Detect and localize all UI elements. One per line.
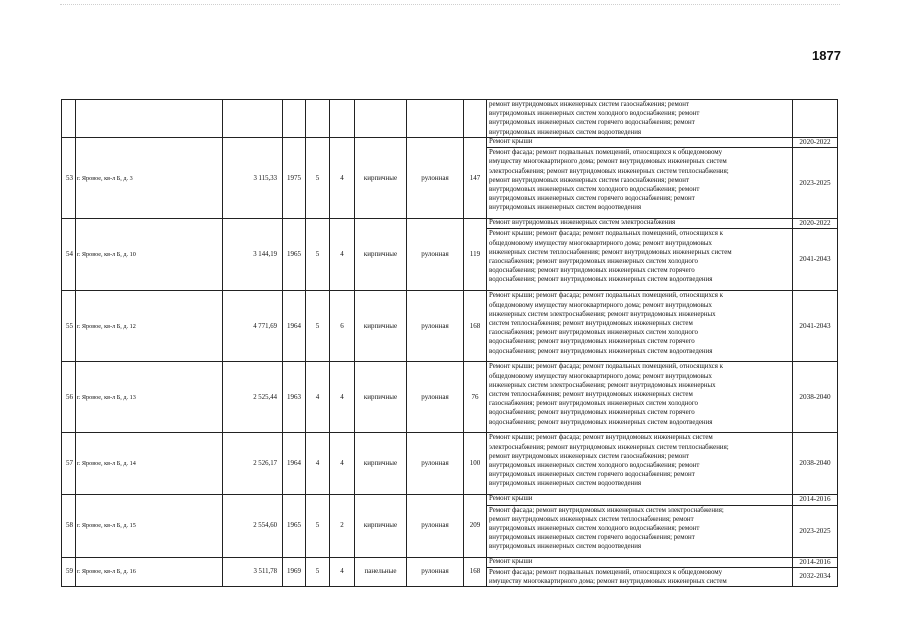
- cell-entrances: 4: [330, 433, 355, 495]
- cell-walls: панельные: [355, 557, 407, 587]
- cell-work: [487, 138, 793, 148]
- work-line: Ремонт крыши; ремонт фасада; ремонт подвальных помещений, относящихся к: [489, 292, 723, 300]
- work-line: систем теплоснабжения; ремонт внутридомовых инженерных систем: [489, 391, 693, 399]
- work-line: имуществу многоквартирного дома; ремонт внутридомовых инженерных систем: [489, 578, 727, 586]
- work-line: инженерных систем электроснабжения; ремонт внутридомовых инженерных: [489, 310, 716, 318]
- cell-work: [487, 567, 793, 586]
- work-line: Ремонт фасада; ремонт подвальных помещений, относящихся к общедомовому: [489, 149, 723, 157]
- cell-area: 2 526,17: [223, 433, 283, 495]
- table-body: [62, 100, 838, 587]
- cell-area: 3 115,33: [223, 138, 283, 219]
- cell-period: 2023-2025: [793, 505, 838, 557]
- cell-address: г. Яровое, кв-л Б, д. 13: [76, 362, 223, 433]
- cell-work: [487, 219, 793, 229]
- capital-repair-table: [61, 99, 838, 587]
- cell-walls: [355, 100, 407, 138]
- cell-walls: кирпичные: [355, 362, 407, 433]
- cell-roof: рулонная: [407, 495, 464, 557]
- cell-floors: 5: [306, 557, 330, 587]
- cell-period: 2032-2034: [793, 567, 838, 586]
- cell-year: 1969: [283, 557, 306, 587]
- cell-area: 2 554,60: [223, 495, 283, 557]
- cell-address: г. Яровое, кв-л Б, д. 10: [76, 219, 223, 291]
- work-line: ремонт внутридомовых инженерных систем теплоснабжения; ремонт: [489, 515, 694, 523]
- work-line: водоснабжения; ремонт внутридомовых инженерных систем водоотведения: [489, 347, 713, 355]
- cell-roof: рулонная: [407, 219, 464, 291]
- cell-period: 2023-2025: [793, 148, 838, 219]
- work-line: водоснабжения; ремонт внутридомовых инженерных систем горячего: [489, 338, 695, 346]
- cell-area: [223, 100, 283, 138]
- cell-work: [487, 557, 793, 567]
- work-line: внутридомовых инженерных систем горячего водоснабжения; ремонт: [489, 471, 695, 479]
- cell-num: 59: [62, 557, 76, 587]
- cell-period: 2038-2040: [793, 433, 838, 495]
- cell-entrances: 2: [330, 495, 355, 557]
- cell-floors: [306, 100, 330, 138]
- work-line: внутридомовых инженерных систем горячего водоснабжения; ремонт: [489, 534, 695, 542]
- cell-year: 1964: [283, 433, 306, 495]
- table-row: [62, 138, 838, 148]
- work-line: внутридомовых инженерных систем холодного водоснабжения; ремонт: [489, 525, 700, 533]
- cell-period: 2038-2040: [793, 362, 838, 433]
- cell-entrances: 6: [330, 291, 355, 362]
- work-line: газоснабжения; ремонт внутридомовых инженерных систем холодного: [489, 329, 698, 337]
- cell-num: 55: [62, 291, 76, 362]
- cell-apartments: 76: [464, 362, 487, 433]
- work-line: электроснабжения; ремонт внутридомовых инженерных систем теплоснабжения;: [489, 167, 729, 175]
- work-line: ремонт внутридомовых инженерных систем газоснабжения; ремонт: [489, 101, 689, 108]
- cell-roof: рулонная: [407, 557, 464, 587]
- work-line: общедомовому имуществу многоквартирного дома; ремонт внутридомовых: [489, 239, 712, 247]
- work-line: Ремонт фасада; ремонт внутридомовых инженерных систем электроснабжения;: [489, 506, 724, 514]
- table-row-continuation: [62, 100, 838, 138]
- cell-apartments: 147: [464, 138, 487, 219]
- cell-roof: рулонная: [407, 291, 464, 362]
- work-line: общедомовому имуществу многоквартирного дома; ремонт внутридомовых: [489, 301, 712, 309]
- cell-num: 53: [62, 138, 76, 219]
- cell-entrances: [330, 100, 355, 138]
- work-line: инженерных систем электроснабжения; ремонт внутридомовых инженерных: [489, 381, 716, 389]
- cell-walls: кирпичные: [355, 219, 407, 291]
- cell-entrances: 4: [330, 362, 355, 433]
- work-line: внутридомовых инженерных систем холодного водоснабжения; ремонт: [489, 110, 700, 118]
- cell-area: 2 525,44: [223, 362, 283, 433]
- cell-entrances: 4: [330, 557, 355, 587]
- cell-floors: 4: [306, 433, 330, 495]
- cell-roof: рулонная: [407, 138, 464, 219]
- page-number: 1877: [812, 48, 841, 63]
- work-line: Ремонт крыши; ремонт фасада; ремонт подвальных помещений, относящихся к: [489, 363, 723, 371]
- cell-year: 1965: [283, 219, 306, 291]
- cell-apartments: 168: [464, 291, 487, 362]
- work-line: общедомовому имуществу многоквартирного дома; ремонт внутридомовых: [489, 372, 712, 380]
- work-line: инженерных систем теплоснабжения; ремонт внутридомовых инженерных систем: [489, 248, 732, 256]
- cell-period: 2014-2016: [793, 495, 838, 505]
- work-line: внутридомовых инженерных систем водоотведения: [489, 480, 642, 488]
- work-line: электроснабжения; ремонт внутридомовых инженерных систем теплоснабжения;: [489, 443, 729, 451]
- cell-period: 2020-2022: [793, 219, 838, 229]
- cell-work: [487, 100, 793, 138]
- cell-address: г. Яровое, кв-л Б, д. 16: [76, 557, 223, 587]
- work-line: водоснабжения; ремонт внутридомовых инженерных систем горячего: [489, 267, 695, 275]
- cell-area: 3 144,19: [223, 219, 283, 291]
- work-line: Ремонт крыши; ремонт фасада; ремонт внутридомовых инженерных систем: [489, 434, 713, 442]
- work-line: газоснабжения; ремонт внутридомовых инженерных систем холодного: [489, 400, 698, 408]
- cell-apartments: 100: [464, 433, 487, 495]
- cell-num: [62, 100, 76, 138]
- cell-address: г. Яровое, кв-л Б, д. 3: [76, 138, 223, 219]
- cell-period: 2014-2016: [793, 557, 838, 567]
- cell-address: г. Яровое, кв-л Б, д. 14: [76, 433, 223, 495]
- work-line: систем теплоснабжения; ремонт внутридомовых инженерных систем: [489, 320, 693, 328]
- work-line: внутридомовых инженерных систем водоотведения: [489, 543, 642, 551]
- work-line: внутридомовых инженерных систем холодного водоснабжения; ремонт: [489, 462, 700, 470]
- cell-address: г. Яровое, кв-л Б, д. 12: [76, 291, 223, 362]
- cell-walls: кирпичные: [355, 138, 407, 219]
- cell-roof: рулонная: [407, 433, 464, 495]
- cell-area: 3 511,78: [223, 557, 283, 587]
- cell-period: [793, 100, 838, 138]
- scan-artifact-line: [60, 4, 840, 6]
- cell-num: 57: [62, 433, 76, 495]
- cell-num: 56: [62, 362, 76, 433]
- cell-year: [283, 100, 306, 138]
- cell-year: 1964: [283, 291, 306, 362]
- cell-floors: 5: [306, 495, 330, 557]
- table-row: [62, 219, 838, 229]
- table-row: [62, 557, 838, 567]
- cell-work: [487, 505, 793, 557]
- work-line: Ремонт крыши: [489, 557, 533, 565]
- work-line: Ремонт внутридомовых инженерных систем электроснабжения: [489, 219, 676, 227]
- work-line: внутридомовых инженерных систем водоотведения: [489, 204, 642, 212]
- cell-area: 4 771,69: [223, 291, 283, 362]
- cell-floors: 5: [306, 138, 330, 219]
- cell-apartments: 119: [464, 219, 487, 291]
- cell-apartments: 209: [464, 495, 487, 557]
- cell-work: [487, 291, 793, 362]
- cell-num: 54: [62, 219, 76, 291]
- cell-period: 2020-2022: [793, 138, 838, 148]
- work-line: водоснабжения; ремонт внутридомовых инженерных систем горячего: [489, 409, 695, 417]
- work-line: Ремонт крыши; ремонт фасада; ремонт подвальных помещений, относящихся к: [489, 230, 723, 238]
- cell-floors: 5: [306, 219, 330, 291]
- work-line: внутридомовых инженерных систем горячего водоснабжения; ремонт: [489, 119, 695, 127]
- work-line: газоснабжения; ремонт внутридомовых инженерных систем холодного: [489, 258, 698, 266]
- cell-period: 2041-2043: [793, 291, 838, 362]
- cell-period: 2041-2043: [793, 229, 838, 291]
- work-line: водоснабжения; ремонт внутридомовых инженерных систем водоотведения: [489, 418, 713, 426]
- work-line: ремонт внутридомовых инженерных систем газоснабжения; ремонт: [489, 452, 689, 460]
- cell-entrances: 4: [330, 138, 355, 219]
- cell-year: 1975: [283, 138, 306, 219]
- work-line: внутридомовых инженерных систем холодного водоснабжения; ремонт: [489, 186, 700, 194]
- cell-work: [487, 362, 793, 433]
- table-row: [62, 291, 838, 362]
- cell-num: 58: [62, 495, 76, 557]
- work-line: внутридомовых инженерных систем горячего водоснабжения; ремонт: [489, 195, 695, 203]
- cell-walls: кирпичные: [355, 495, 407, 557]
- cell-apartments: [464, 100, 487, 138]
- cell-roof: [407, 100, 464, 138]
- cell-floors: 5: [306, 291, 330, 362]
- work-line: Ремонт крыши: [489, 138, 533, 145]
- work-line: ремонт внутридомовых инженерных систем газоснабжения; ремонт: [489, 176, 689, 184]
- table-row: [62, 362, 838, 433]
- cell-work: [487, 495, 793, 505]
- cell-entrances: 4: [330, 219, 355, 291]
- cell-address: [76, 100, 223, 138]
- work-line: внутридомовых инженерных систем водоотведения: [489, 128, 642, 136]
- work-line: имуществу многоквартирного дома; ремонт внутридомовых инженерных систем: [489, 158, 727, 166]
- cell-work: [487, 148, 793, 219]
- work-line: Ремонт крыши: [489, 495, 533, 503]
- cell-work: [487, 229, 793, 291]
- cell-walls: кирпичные: [355, 433, 407, 495]
- cell-work: [487, 433, 793, 495]
- work-line: водоснабжения; ремонт внутридомовых инженерных систем водоотведения: [489, 276, 713, 284]
- cell-year: 1963: [283, 362, 306, 433]
- cell-floors: 4: [306, 362, 330, 433]
- work-line: Ремонт фасада; ремонт подвальных помещений, относящихся к общедомовому: [489, 568, 723, 576]
- cell-apartments: 168: [464, 557, 487, 587]
- cell-roof: рулонная: [407, 362, 464, 433]
- cell-year: 1965: [283, 495, 306, 557]
- table-row: [62, 495, 838, 505]
- cell-address: г. Яровое, кв-л Б, д. 15: [76, 495, 223, 557]
- cell-walls: кирпичные: [355, 291, 407, 362]
- table-row: [62, 433, 838, 495]
